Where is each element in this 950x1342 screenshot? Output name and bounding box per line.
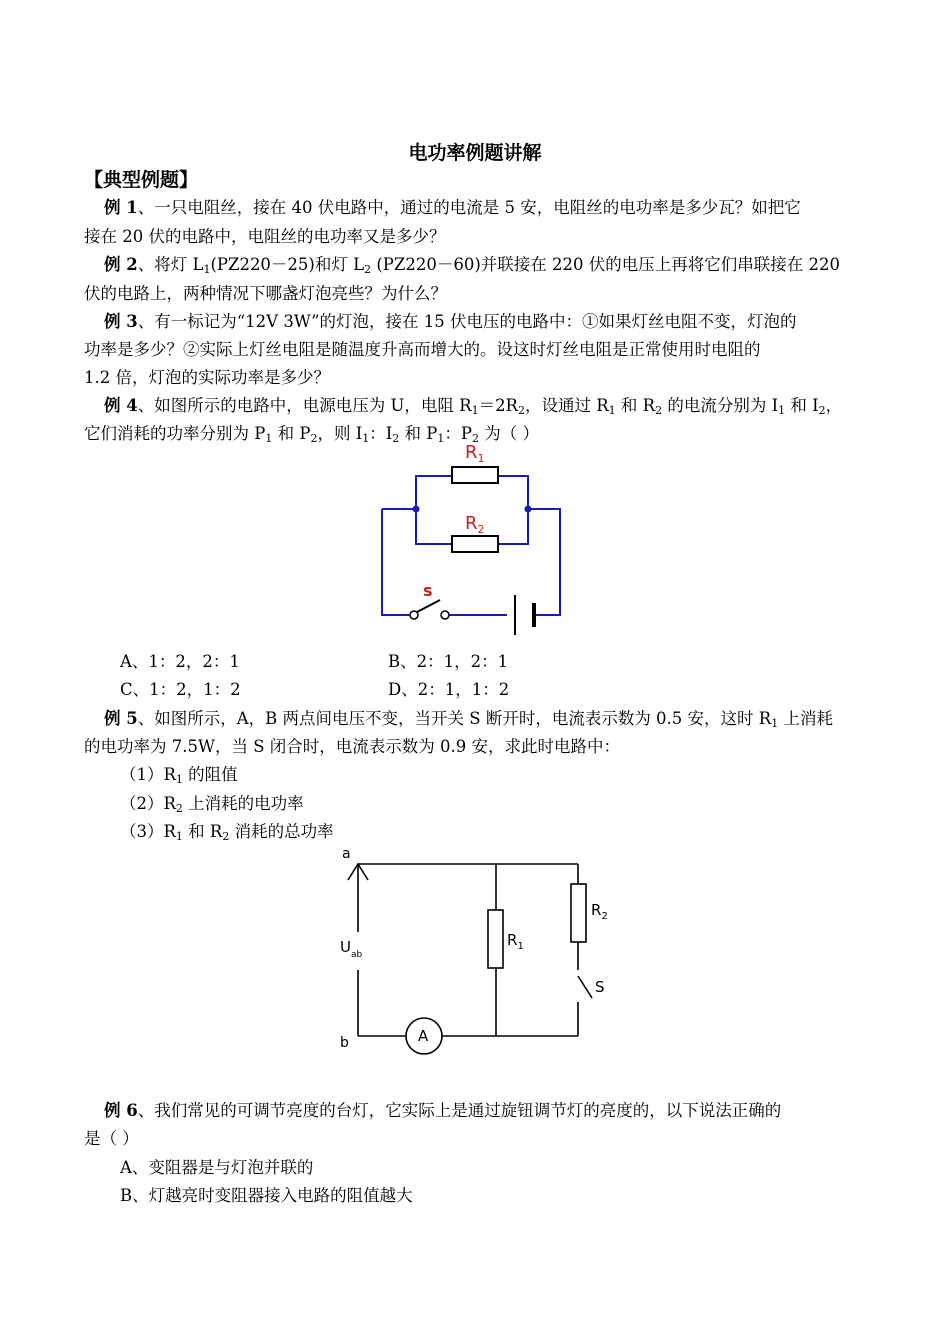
point-a-label: a bbox=[342, 846, 351, 862]
q1-line2: 接在 20 伏的电路中，电阻丝的电功率又是多少？ bbox=[84, 227, 446, 246]
q4-sub: 2 bbox=[517, 404, 525, 417]
r1-label: $R_1$ bbox=[507, 931, 524, 952]
switch-label: S bbox=[595, 978, 605, 996]
q2-text: 、将灯 L bbox=[137, 255, 204, 274]
q2-line1 bbox=[104, 250, 894, 279]
q5-sub-question-2 bbox=[120, 789, 910, 818]
q4-text: ， bbox=[825, 396, 843, 415]
q5-sub: 1 bbox=[175, 773, 183, 786]
q5-text: 的阻值 bbox=[182, 765, 238, 784]
q4-text: ＝2R bbox=[478, 396, 518, 415]
q6-line1 bbox=[104, 1096, 894, 1125]
q5-text: 、如图所示，A，B 两点间电压不变，当开关 S 断开时，电流表示数为 0.5 安，这时 R bbox=[137, 709, 772, 728]
q5-text: 和 R bbox=[182, 822, 223, 841]
q3-line1 bbox=[104, 307, 894, 336]
q4-text: ，则 I bbox=[317, 424, 363, 443]
q5-text: 上消耗 bbox=[778, 709, 833, 728]
q3-line2: 功率是多少？②实际上灯丝电阻是随温度升高而增大的。设这时灯丝电阻是正常使用时电阻的 bbox=[84, 340, 761, 359]
q2-sub: 2 bbox=[364, 263, 372, 276]
q5-sub: 1 bbox=[771, 717, 779, 730]
q4-text: 的电流分别为 I bbox=[662, 396, 779, 415]
point-b-label: b bbox=[340, 1035, 349, 1051]
q2-text: (PZ220－60)并联接在 220 伏的电压上再将它们串联接在 220 bbox=[371, 255, 840, 274]
q4-label: 例 4 bbox=[104, 396, 138, 415]
q4-text: 和 I bbox=[785, 396, 819, 415]
r1-label: $R_1$ bbox=[465, 442, 485, 465]
q5-text: （1）R bbox=[120, 765, 176, 784]
q4-text: ，设通过 R bbox=[524, 396, 609, 415]
q5-line2: 的电功率为 7.5W，当 S 闭合时，电流表示数为 0.9 安，求此时电路中： bbox=[84, 737, 620, 756]
q4-text: ：P bbox=[444, 424, 472, 443]
page-title: 电功率例题讲解 bbox=[408, 142, 542, 164]
q1-text: 、一只电阻丝，接在 40 伏电路中，通过的电流是 5 安，电阻丝的电功率是多少瓦？如把它 bbox=[137, 198, 801, 217]
q4-sub: 2 bbox=[310, 432, 318, 445]
q4-option-c: C、1：2，1：2 bbox=[120, 680, 241, 699]
q4-text: 和 P bbox=[272, 424, 311, 443]
section-heading: 【典型例题】 bbox=[84, 169, 199, 191]
q2-text: (PZ220－25)和灯 L bbox=[210, 255, 365, 274]
q6-option-a: A、变阻器是与灯泡并联的 bbox=[120, 1158, 314, 1177]
q3-text: 、有一标记为“12V 3W”的灯泡，接在 15 伏电压的电路中：①如果灯丝电阻不变，灯泡的 bbox=[137, 312, 797, 331]
q5-text: 上消耗的电功率 bbox=[182, 794, 304, 813]
q4-text: 和 P bbox=[399, 424, 438, 443]
q5-text: 消耗的总功率 bbox=[229, 822, 334, 841]
q4-text: 和 R bbox=[615, 396, 656, 415]
q4-sub: 2 bbox=[392, 432, 400, 445]
q4-sub: 1 bbox=[362, 432, 370, 445]
q6-line2: 是（ ） bbox=[84, 1129, 139, 1148]
r2-label: $R_2$ bbox=[465, 513, 485, 536]
q4-option-d: D、2：1，1：2 bbox=[388, 680, 510, 699]
q5-sub: 2 bbox=[175, 802, 183, 815]
q5-text: （3）R bbox=[120, 822, 176, 841]
q4-text: 它们消耗的功率分别为 P bbox=[84, 424, 266, 443]
q5-line1 bbox=[104, 704, 894, 733]
q2-sub: 1 bbox=[203, 263, 211, 276]
q5-circuit-diagram bbox=[330, 842, 630, 1062]
q4-circuit-diagram bbox=[370, 440, 580, 640]
q2-line2: 伏的电路上，两种情况下哪盏灯泡亮些？为什么？ bbox=[84, 284, 447, 303]
q4-sub: 1 bbox=[437, 432, 445, 445]
q5-label: 例 5 bbox=[104, 709, 138, 728]
voltage-label: $U_{ab}$ bbox=[340, 938, 363, 960]
q4-line1 bbox=[104, 391, 894, 420]
q4-sub: 2 bbox=[655, 404, 663, 417]
q6-text: 、我们常见的可调节亮度的台灯，它实际上是通过旋钮调节灯的亮度的，以下说法正确的 bbox=[137, 1101, 782, 1120]
q4-sub: 2 bbox=[471, 432, 479, 445]
q4-text: 为（ ） bbox=[478, 424, 539, 443]
q4-option-a: A、1：2，2：1 bbox=[120, 652, 240, 671]
q4-sub: 1 bbox=[471, 404, 479, 417]
switch-label: s bbox=[423, 581, 433, 600]
q6-option-b: B、灯越亮时变阻器接入电路的阻值越大 bbox=[120, 1186, 413, 1205]
q1-label: 例 1 bbox=[104, 198, 138, 217]
q4-text: ：I bbox=[369, 424, 393, 443]
q4-option-b: B、2：1，2：1 bbox=[388, 652, 509, 671]
q4-sub: 1 bbox=[608, 404, 616, 417]
ammeter-label: A bbox=[418, 1027, 429, 1045]
q4-sub: 1 bbox=[265, 432, 273, 445]
r2-label: $R_2$ bbox=[591, 901, 608, 922]
q4-text: 、如图所示的电路中，电源电压为 U，电阻 R bbox=[137, 396, 472, 415]
q4-sub: 2 bbox=[818, 404, 826, 417]
q5-sub-question-1 bbox=[120, 760, 910, 789]
q3-label: 例 3 bbox=[104, 312, 138, 331]
q4-sub: 1 bbox=[778, 404, 786, 417]
q1-line1 bbox=[104, 193, 894, 222]
q3-line3: 1.2 倍，灯泡的实际功率是多少？ bbox=[84, 368, 330, 387]
q5-text: （2）R bbox=[120, 794, 176, 813]
q6-label: 例 6 bbox=[104, 1101, 138, 1120]
q5-sub: 2 bbox=[222, 830, 230, 843]
q2-label: 例 2 bbox=[104, 255, 138, 274]
q5-sub: 1 bbox=[175, 830, 183, 843]
